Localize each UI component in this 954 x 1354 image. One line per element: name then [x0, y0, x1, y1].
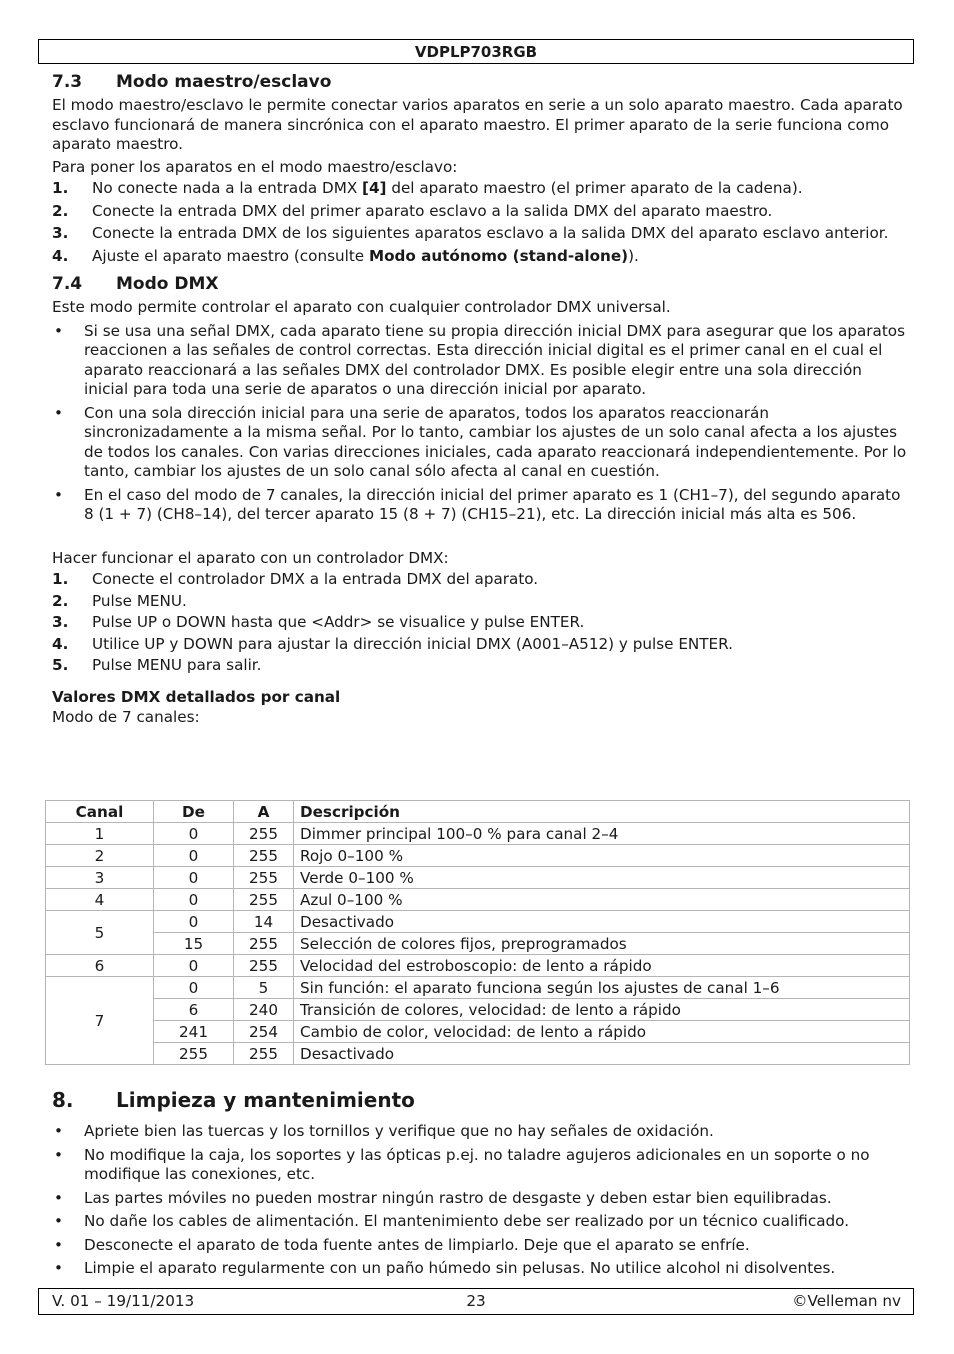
cell-channel: 5: [46, 911, 154, 955]
step-text: Utilice UP y DOWN para ajustar la dirección inicial DMX (A001–A512) y pulse ENTER.: [92, 634, 733, 653]
bullet-icon: •: [54, 321, 63, 340]
bullet-icon: •: [54, 403, 63, 422]
step-text: del aparato maestro (el primer aparato de la cadena).: [386, 179, 803, 197]
cell-channel: 1: [46, 823, 154, 845]
page-content: [52, 71, 910, 728]
step-text: Pulse MENU para salir.: [92, 656, 262, 674]
step-number: 3.: [52, 224, 69, 242]
step-number: 4.: [52, 246, 69, 265]
dmx-table: [45, 800, 910, 1065]
table-row: [46, 867, 910, 889]
cell-from: 15: [154, 933, 234, 955]
s74-lead2: Hacer funcionar el aparato con un controlador DMX:: [52, 548, 449, 567]
cell-from: 0: [154, 823, 234, 845]
bullet-text: No modifique la caja, los soportes y las ópticas p.ej. no taladre agujeros adicionales en un soporte o no modifique las conexiones, etc.: [84, 1145, 870, 1183]
table-row: [46, 955, 910, 977]
cell-desc: Transición de colores, velocidad: de lento a rápido: [294, 999, 910, 1021]
s8-bullets: [52, 1122, 910, 1279]
step-number: 2.: [52, 591, 69, 610]
mode-label: Modo de 7 canales:: [52, 708, 200, 726]
cell-desc: Velocidad del estroboscopio: de lento a rápido: [294, 955, 910, 977]
table-heading: Valores DMX detallados por canal: [52, 687, 341, 706]
step-number: 4.: [52, 634, 69, 653]
section-8-heading: [52, 1087, 910, 1113]
s73-intro: El modo maestro/esclavo le permite conectar varios aparatos en serie a un solo aparato maestro. Cada aparato esclavo funcionará de manera sincrónica con el aparato maestro. El primer aparato de la serie funciona como aparato maestro.: [52, 96, 903, 153]
list-item: [52, 247, 910, 267]
section-7-4-heading: [52, 273, 910, 295]
step-ref: [4]: [362, 179, 387, 197]
list-item: [52, 486, 910, 525]
col-header-from: De: [154, 801, 234, 823]
step-text: Ajuste el aparato maestro (consulte: [92, 246, 369, 265]
step-number: 1.: [52, 570, 69, 588]
list-item: [52, 656, 910, 676]
bullet-text: Con una sola dirección inicial para una serie de aparatos, todos los aparatos reaccionarán sincronizadamente a la misma señal. Por lo tanto, cambiar los ajustes de un solo canal afecta a los ajustes de todos los canales. Con varias direcciones iniciales, cada aparato reaccionará independientemente. Por lo tanto, cambiar los ajustes de un solo canal sólo afecta al canal en cuestión.: [84, 403, 907, 480]
cell-to: 255: [234, 845, 294, 867]
list-item: [52, 613, 910, 633]
col-header-desc: Descripción: [294, 801, 910, 823]
bullet-icon: •: [54, 485, 63, 504]
bullet-icon: •: [54, 1188, 63, 1207]
step-text: Pulse MENU.: [92, 591, 187, 610]
cell-desc: Dimmer principal 100–0 % para canal 2–4: [294, 823, 910, 845]
cell-from: 0: [154, 911, 234, 933]
bullet-text: No dañe los cables de alimentación. El mantenimiento debe ser realizado por un técnico cualificado.: [84, 1212, 850, 1230]
cell-desc: Rojo 0–100 %: [294, 845, 910, 867]
bullet-text: Apriete bien las tuercas y los tornillos y verifique que no hay señales de oxidación.: [84, 1122, 714, 1140]
cell-from: 0: [154, 977, 234, 999]
list-item: [52, 1146, 910, 1185]
section-title: Limpieza y mantenimiento: [116, 1088, 415, 1112]
cell-desc: Cambio de color, velocidad: de lento a rápido: [294, 1021, 910, 1043]
bullet-text: Si se usa una señal DMX, cada aparato tiene su propia dirección inicial DMX para asegurar que los aparatos reaccionen a las señales de control correctas. Esta dirección inicial digital es el primer canal en el cual el aparato reaccionará a las señales DMX del controlador DMX. Es posible elegir entre una sola dirección inicial para toda una serie de aparatos o una dirección inicial por aparato.: [84, 321, 905, 398]
cell-channel: 3: [46, 867, 154, 889]
cell-desc: Selección de colores fijos, preprogramados: [294, 933, 910, 955]
cell-from: 6: [154, 999, 234, 1021]
bullet-icon: •: [54, 1122, 63, 1140]
bullet-icon: •: [54, 1235, 63, 1254]
list-item: [52, 1259, 910, 1279]
bullet-text: Limpie el aparato regularmente con un paño húmedo sin pelusas. No utilice alcohol ni disolventes.: [84, 1259, 836, 1277]
s73-lead: Para poner los aparatos en el modo maestro/esclavo:: [52, 157, 458, 176]
bullet-icon: •: [54, 1212, 63, 1230]
cell-desc: Desactivado: [294, 911, 910, 933]
list-item: [52, 1212, 910, 1232]
table-row: [46, 823, 910, 845]
cell-channel: 7: [46, 977, 154, 1065]
step-number: 2.: [52, 201, 69, 220]
cell-from: 255: [154, 1043, 234, 1065]
list-item: [52, 570, 910, 590]
list-item: [52, 1122, 910, 1142]
s74-steps: [52, 570, 910, 676]
page-footer: [38, 1288, 914, 1315]
section-title: Modo DMX: [116, 274, 219, 294]
step-number: 5.: [52, 656, 69, 674]
list-item: [52, 202, 910, 222]
step-number: 3.: [52, 613, 69, 631]
section-number: 8.: [52, 1088, 74, 1112]
table-header-row: [46, 801, 910, 823]
footer-page-number: 23: [466, 1292, 486, 1310]
step-text: ).: [628, 246, 639, 265]
cell-to: 240: [234, 999, 294, 1021]
cell-channel: 4: [46, 889, 154, 911]
table-row: [46, 845, 910, 867]
cell-channel: 2: [46, 845, 154, 867]
table-row: [46, 999, 910, 1021]
list-item: [52, 179, 910, 199]
list-item: [52, 322, 910, 400]
bullet-icon: •: [54, 1259, 63, 1277]
cell-desc: Sin función: el aparato funciona según los ajustes de canal 1–6: [294, 977, 910, 999]
table-row: [46, 1043, 910, 1065]
step-text: Pulse UP o DOWN hasta que <Addr> se visualice y pulse ENTER.: [92, 613, 585, 631]
page-header: [38, 39, 914, 64]
step-ref: Modo autónomo (stand-alone): [368, 246, 629, 265]
section-number: 7.4: [52, 274, 83, 294]
cell-channel: 6: [46, 955, 154, 977]
list-item: [52, 1189, 910, 1209]
cell-to: 255: [234, 955, 294, 977]
section-title: Modo maestro/esclavo: [116, 72, 332, 92]
footer-version: V. 01 – 19/11/2013: [52, 1292, 195, 1310]
cell-to: 255: [234, 933, 294, 955]
table-row: [46, 977, 910, 999]
col-header-to: A: [234, 801, 294, 823]
list-item: [52, 1236, 910, 1256]
s74-intro: Este modo permite controlar el aparato con cualquier controlador DMX universal.: [52, 298, 671, 316]
s73-steps: [52, 179, 910, 266]
cell-desc: Desactivado: [294, 1043, 910, 1065]
table-row: [46, 1021, 910, 1043]
cell-desc: Verde 0–100 %: [294, 867, 910, 889]
cell-to: 254: [234, 1021, 294, 1043]
cell-to: 255: [234, 889, 294, 911]
step-text: Conecte la entrada DMX del primer aparato esclavo a la salida DMX del aparato maestro.: [92, 201, 773, 220]
step-text: Conecte la entrada DMX de los siguientes aparatos esclavo a la salida DMX del aparato esclavo anterior.: [92, 224, 889, 242]
cell-to: 5: [234, 977, 294, 999]
list-item: [52, 635, 910, 655]
section-8: [52, 1087, 910, 1279]
cell-to: 255: [234, 867, 294, 889]
cell-desc: Azul 0–100 %: [294, 889, 910, 911]
step-number: 1.: [52, 179, 69, 197]
model-name: VDPLP703RGB: [414, 43, 538, 61]
cell-to: 14: [234, 911, 294, 933]
table-row: [46, 889, 910, 911]
section-7-3-heading: [52, 71, 910, 93]
section-number: 7.3: [52, 72, 83, 92]
cell-from: 0: [154, 845, 234, 867]
s74-bullets: [52, 322, 910, 525]
bullet-text: Desconecte el aparato de toda fuente antes de limpiarlo. Deje que el aparato se enfríe.: [84, 1235, 750, 1254]
cell-from: 0: [154, 889, 234, 911]
bullet-icon: •: [54, 1145, 63, 1164]
cell-from: 0: [154, 867, 234, 889]
list-item: [52, 592, 910, 612]
col-header-channel: Canal: [46, 801, 154, 823]
step-text: No conecte nada a la entrada DMX: [92, 179, 363, 197]
cell-to: 255: [234, 1043, 294, 1065]
list-item: [52, 404, 910, 482]
table-row: [46, 933, 910, 955]
step-text: Conecte el controlador DMX a la entrada DMX del aparato.: [92, 570, 539, 588]
list-item: [52, 224, 910, 244]
cell-from: 241: [154, 1021, 234, 1043]
footer-brand: ©Velleman nv: [792, 1292, 901, 1310]
table-row: [46, 911, 910, 933]
cell-from: 0: [154, 955, 234, 977]
bullet-text: Las partes móviles no pueden mostrar ningún rastro de desgaste y deben estar bien equilibradas.: [84, 1188, 832, 1207]
bullet-text: En el caso del modo de 7 canales, la dirección inicial del primer aparato es 1 (CH1–7), del segundo aparato 8 (1 + 7) (CH8–14), del tercer aparato 15 (8 + 7) (CH15–21), etc. La dirección inicial más alta es 506.: [84, 485, 901, 523]
cell-to: 255: [234, 823, 294, 845]
